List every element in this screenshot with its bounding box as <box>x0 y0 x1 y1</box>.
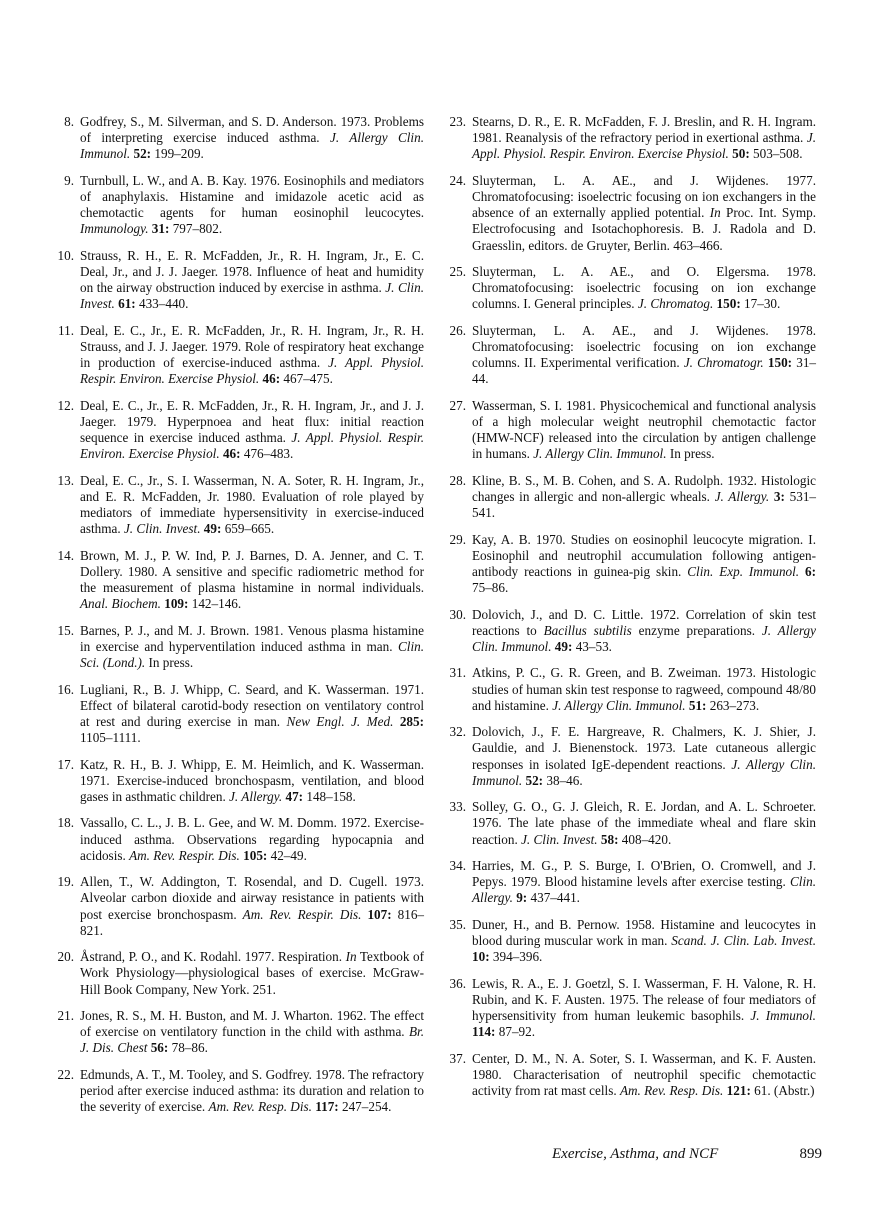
reference-text <box>472 173 816 254</box>
citation-text: Sluyterman, L. A. AE., and J. Wijdenes. 1978. Chromatofocusing: isoelectric focusing on ion exchange columns. II. Experimental verification. <box>472 322 816 371</box>
reference-number: 36. <box>449 975 466 991</box>
citation-text: 31–44. <box>472 355 817 387</box>
reference-item <box>448 398 816 463</box>
reference-text <box>80 757 424 806</box>
citation-text: In press. <box>666 446 715 462</box>
citation-text: 659–665. <box>221 521 275 537</box>
reference-number: 28. <box>449 472 466 488</box>
reference-item <box>56 949 424 998</box>
journal-title: New Engl. J. Med. <box>286 714 394 729</box>
citation-text: Wasserman, S. I. 1981. Physicochemical and functional analysis of a high molecular weight neutrophil chemotactic factor (HMW-NCF) released into the circulation by antigen challenge in humans. <box>472 397 816 462</box>
reference-item <box>56 757 424 806</box>
citation-text: 43–53. <box>572 639 612 654</box>
reference-number: 29. <box>449 531 466 547</box>
reference-number: 32. <box>449 724 466 740</box>
citation-text: Barnes, P. J., and M. J. Brown. 1981. Venous plasma histamine in exercise and hyperventilation induced asthma in man. <box>80 622 424 654</box>
journal-title: Br. J. Dis. Chest <box>80 1024 424 1056</box>
reference-number: 19. <box>57 874 74 890</box>
citation-text: Sluyterman, L. A. AE., and O. Elgersma. 1978. Chromatofocusing: isoelectric focusing on ion exchange columns. I. General principles. <box>472 264 816 312</box>
reference-item <box>448 917 816 966</box>
journal-title: Clin. Sci. (Lond.). <box>80 639 424 671</box>
journal-title: In <box>709 205 721 221</box>
journal-title: J. Appl. Physiol. Respir. Environ. Exercise Physiol. <box>80 430 424 462</box>
citation-text: 1105–1111. <box>80 730 141 746</box>
citation-text: Solley, G. O., G. J. Gleich, R. E. Jordan, and A. L. Schroeter. 1976. The late phase of the immediate wheal and flare skin reaction. <box>472 799 816 847</box>
citation-text: 87–92. <box>495 1024 536 1040</box>
reference-text <box>472 724 816 789</box>
citation-text: Katz, R. H., B. J. Whipp, E. M. Heimlich, and K. Wasserman. 1971. Exercise-induced bronchospasm, ventilation, and blood gases in asthmatic children. <box>80 756 424 804</box>
reference-item <box>56 1008 424 1057</box>
reference-item <box>56 323 424 388</box>
citation-text: Dolovich, J., and D. C. Little. 1972. Correlation of skin test reactions to <box>472 606 816 638</box>
journal-title: Bacillus subtilis <box>543 622 632 638</box>
citation-text: Sluyterman, L. A. AE., and J. Wijdenes. 1977. Chromatofocusing: isoelectric focusing on ion exchangers in the absence of an externally applied potential. <box>472 172 816 221</box>
citation-text: 142–146. <box>188 596 242 612</box>
reference-text <box>80 1008 424 1057</box>
reference-text <box>472 1051 816 1100</box>
reference-item <box>56 1067 424 1116</box>
reference-text <box>472 323 816 388</box>
volume-number: 46: <box>222 446 241 462</box>
citation-text: 38–46. <box>543 772 583 788</box>
journal-title: Am. Rev. Respir. Dis. <box>129 847 240 863</box>
reference-item <box>448 799 816 848</box>
reference-item <box>56 623 424 672</box>
reference-item <box>448 173 816 254</box>
citation-text: Stearns, D. R., E. R. McFadden, F. J. Breslin, and R. H. Ingram. 1981. Reanalysis of the refractory period in exertional asthma. <box>472 114 816 146</box>
reference-text <box>80 548 424 613</box>
citation-text: Deal, E. C., Jr., S. I. Wasserman, N. A. Soter, R. H. Ingram, Jr., and E. R. McFadden, Jr. 1980. Evaluation of role played by mediators of immediate hypersensitivity in exercise-induced asthma. <box>80 472 424 537</box>
journal-title: J. Clin. Invest. <box>80 280 424 312</box>
reference-item <box>56 682 424 747</box>
journal-title: Am. Rev. Respir. Dis. <box>242 906 362 922</box>
volume-number: 52: <box>133 146 152 162</box>
citation-text: Atkins, P. C., G. R. Green, and B. Zweiman. 1973. Histologic studies of human skin test response to ragweed, compound 48/80 and histamine. <box>472 665 816 713</box>
page-number: 899 <box>799 1146 822 1162</box>
reference-item <box>56 173 424 238</box>
citation-text: 199–209. <box>151 146 204 162</box>
reference-text <box>472 264 816 313</box>
reference-text <box>80 815 424 864</box>
volume-number: 3: <box>773 489 785 504</box>
reference-column-right <box>448 114 816 1109</box>
reference-number: 14. <box>57 547 74 563</box>
volume-number: 114: <box>472 1024 496 1040</box>
reference-number: 25. <box>449 264 466 279</box>
reference-item <box>448 976 816 1041</box>
reference-text <box>80 874 424 939</box>
citation-text: 148–158. <box>303 789 356 804</box>
reference-number: 15. <box>57 622 74 638</box>
reference-text <box>80 398 424 463</box>
reference-number: 34. <box>449 857 466 873</box>
journal-title: J. Appl. Physiol. Respir. Environ. Exercise Physiol. <box>80 355 424 387</box>
volume-number: 51: <box>688 697 707 713</box>
reference-text <box>80 682 424 747</box>
reference-text <box>472 858 816 907</box>
citation-text: 503–508. <box>749 146 803 162</box>
journal-title: J. Clin. Invest. <box>521 831 598 847</box>
volume-number: 107: <box>367 906 392 922</box>
reference-item <box>56 874 424 939</box>
reference-text <box>80 949 424 998</box>
citation-text: 531–541. <box>472 489 817 521</box>
reference-item <box>448 1051 816 1100</box>
reference-text <box>472 532 816 597</box>
journal-title: Scand. J. Clin. Lab. Invest. <box>671 932 817 948</box>
reference-text <box>80 473 424 538</box>
volume-number: 58: <box>600 831 619 847</box>
reference-text <box>80 114 424 163</box>
citation-text: 467–475. <box>280 371 333 387</box>
reference-text <box>80 323 424 388</box>
citation-text: 797–802. <box>169 221 223 237</box>
citation-text: 17–30. <box>740 296 781 312</box>
citation-text: 394–396. <box>489 949 543 965</box>
reference-text <box>472 473 816 522</box>
journal-title: J. Chromatogr. <box>683 355 764 371</box>
citation-text: Brown, M. J., P. W. Ind, P. J. Barnes, D. A. Jenner, and C. T. Dollery. 1980. A sensitive and specific radiometric method for the measurement of plasma histamine in normal individuals. <box>80 547 424 596</box>
volume-number: 109: <box>164 596 189 612</box>
reference-item <box>56 398 424 463</box>
reference-number: 23. <box>449 114 466 129</box>
reference-number: 30. <box>449 606 466 622</box>
journal-title: Clin. Exp. Immunol. <box>687 564 800 579</box>
reference-number: 37. <box>449 1050 466 1066</box>
journal-title: Immunology. <box>80 221 149 237</box>
reference-number: 27. <box>449 397 466 413</box>
volume-number: 47: <box>285 789 304 804</box>
journal-title: J. Allergy Clin. Immunol. <box>472 622 816 654</box>
citation-text: 408–420. <box>618 831 672 847</box>
volume-number: 50: <box>732 146 750 162</box>
reference-item <box>448 665 816 714</box>
citation-text: Kay, A. B. 1970. Studies on eosinophil leucocyte migration. I. Eosinophil and neutrophil accumulation following antigen-antibody reactions in guinea-pig skin. <box>472 531 816 579</box>
journal-title: J. Allergy. <box>229 789 283 804</box>
reference-number: 17. <box>57 756 74 772</box>
journal-title: J. Allergy. <box>714 489 770 504</box>
reference-text <box>472 917 816 966</box>
citation-text: Duner, H., and B. Pernow. 1958. Histamine and leucocytes in blood during muscular work in man. <box>472 916 816 948</box>
reference-number: 21. <box>57 1007 74 1023</box>
journal-title: Am. Rev. Resp. Dis. <box>208 1099 312 1115</box>
citation-text: Edmunds, A. T., M. Tooley, and S. Godfrey. 1978. The refractory period after exercise induced asthma: its duration and relation to the severity of exercise. <box>80 1066 424 1115</box>
journal-title: J. Appl. Physiol. Respir. Environ. Exercise Physiol. <box>472 130 816 162</box>
reference-number: 24. <box>449 172 466 188</box>
reference-number: 8. <box>64 114 74 129</box>
citation-text: Allen, T., W. Addington, T. Rosendal, and D. Cugell. 1973. Alveolar carbon dioxide and airway resistance in patients with post exercise bronchospasm. <box>80 874 424 922</box>
citation-text: Lewis, R. A., E. J. Goetzl, S. I. Wasserman, F. H. Valone, R. H. Rubin, and K. F. Austen. 1975. The release of four mediators of hypersensitivity from human leukemic basophils. <box>472 975 816 1023</box>
reference-item <box>448 114 816 163</box>
reference-text <box>80 1067 424 1116</box>
reference-column-left <box>56 114 424 1126</box>
citation-text: Kline, B. S., M. B. Cohen, and S. A. Rudolph. 1932. Histologic changes in allergic and non-allergic wheals. <box>472 472 816 504</box>
journal-title: J. Allergy Clin. Immunol. <box>472 756 816 788</box>
reference-number: 11. <box>58 322 74 338</box>
journal-title: J. Allergy Clin. Immunol. <box>80 130 424 162</box>
volume-number: 56: <box>150 1040 169 1056</box>
journal-title: J. Chromatog. <box>637 296 714 312</box>
journal-title: In <box>345 949 357 965</box>
volume-number: 150: <box>716 296 741 312</box>
citation-text: Deal, E. C., Jr., E. R. McFadden, Jr., R. H. Ingram, Jr., R. H. Strauss, and J. J. Jaeger. 1979. Role of respiratory heat exchange in production of exercise-induced asthma. <box>80 322 424 371</box>
journal-title: Am. Rev. Resp. Dis. <box>619 1082 724 1098</box>
reference-item <box>56 248 424 313</box>
citation-text: 78–86. <box>168 1040 208 1056</box>
citation-text: Proc. Int. Symp. Electrofocusing and Isotachophoresis. B. J. Radola and D. Graesslin, editors. de Gruyter, Berlin. 463–466. <box>472 205 816 253</box>
citation-text: enzyme preparations. <box>631 622 762 638</box>
reference-item <box>448 532 816 597</box>
reference-text <box>80 623 424 672</box>
citation-text: Dolovich, J., F. E. Hargreave, R. Chalmers, K. J. Shier, J. Gauldie, and J. Bienenstock. 1973. Late cutaneous allergic responses in isolated IgE-dependent reactions. <box>472 724 816 772</box>
citation-text: 75–86. <box>472 580 509 596</box>
reference-item <box>448 323 816 388</box>
volume-number: 61: <box>118 296 136 312</box>
reference-text <box>472 114 816 163</box>
citation-text: In press. <box>145 655 194 671</box>
volume-number: 6: <box>805 564 817 579</box>
citation-text: Deal, E. C., Jr., E. R. McFadden, Jr., R. H. Ingram, Jr., and J. J. Jaeger. 1979. Hyperpnoea and heat flux: initial reaction sequence in exercise induced asthma. <box>80 397 424 446</box>
journal-title: Anal. Biochem. <box>80 596 161 612</box>
reference-number: 10. <box>57 247 74 263</box>
running-title: Exercise, Asthma, and NCF <box>552 1146 719 1162</box>
journal-title: J. Clin. Invest. <box>123 521 201 537</box>
citation-text: 263–273. <box>706 697 760 713</box>
reference-number: 20. <box>57 949 74 965</box>
volume-number: 49: <box>554 639 573 654</box>
citation-text: Turnbull, L. W., and A. B. Kay. 1976. Eosinophils and mediators of anaphylaxis. Histamine and imidazole acetic acid as chemotactic agents for human eosinophil leucocytes. <box>80 172 424 221</box>
reference-text <box>472 976 816 1041</box>
reference-number: 12. <box>57 397 74 413</box>
volume-number: 46: <box>262 371 281 387</box>
citation-text: Strauss, R. H., E. R. McFadden, Jr., R. H. Ingram, Jr., E. C. Deal, Jr., and J. J. Jaeger. 1978. Influence of heat and humidity on the airway obstruction induced by exercise in asthma. <box>80 247 424 296</box>
reference-item <box>448 724 816 789</box>
reference-number: 18. <box>57 815 74 831</box>
reference-number: 9. <box>64 172 74 188</box>
volume-number: 117: <box>315 1099 339 1115</box>
citation-text: 816–821. <box>80 906 425 938</box>
citation-text: 476–483. <box>240 446 294 462</box>
citation-text: Textbook of Work Physiology—physiological bases of exercise. McGraw-Hill Book Company, New York. 251. <box>80 949 424 997</box>
citation-text: Jones, R. S., M. H. Buston, and M. J. Wharton. 1962. The effect of exercise on ventilatory function in the child with asthma. <box>80 1007 424 1040</box>
citation-text: Godfrey, S., M. Silverman, and S. D. Anderson. 1973. Problems of interpreting exercise induced asthma. <box>80 114 424 146</box>
citation-text: Center, D. M., N. A. Soter, S. I. Wasserman, and K. F. Austen. 1980. Characterisation of neutrophil specific chemotactic activity from rat mast cells. <box>472 1050 816 1098</box>
citation-text: Åstrand, P. O., and K. Rodahl. 1977. Respiration. <box>80 949 346 965</box>
journal-title: J. Allergy Clin. Immunol. <box>552 697 686 713</box>
reference-text <box>472 665 816 714</box>
page-footer <box>552 1146 822 1163</box>
volume-number: 52: <box>525 772 544 788</box>
journal-title: J. Immunol. <box>750 1007 816 1023</box>
citation-text: 433–440. <box>135 296 189 312</box>
citation-text: Harries, M. G., P. S. Burge, I. O'Brien, O. Cromwell, and J. Pepys. 1979. Blood histamine levels after exercise testing. <box>472 857 816 890</box>
volume-number: 31: <box>151 221 170 237</box>
citation-text: 61. (Abstr.) <box>750 1082 815 1098</box>
reference-text <box>472 607 816 656</box>
reference-item <box>448 264 816 313</box>
reference-number: 16. <box>57 681 74 697</box>
reference-number: 33. <box>449 799 466 815</box>
volume-number: 105: <box>243 847 268 863</box>
reference-item <box>448 473 816 522</box>
citation-text: 247–254. <box>338 1099 392 1115</box>
reference-number: 22. <box>57 1066 74 1082</box>
reference-text <box>472 799 816 848</box>
reference-number: 31. <box>449 665 466 681</box>
reference-text <box>80 248 424 313</box>
reference-number: 35. <box>449 916 466 932</box>
volume-number: 9: <box>516 890 528 906</box>
volume-number: 49: <box>203 521 222 537</box>
volume-number: 285: <box>399 714 425 729</box>
citation-text: 437–441. <box>527 890 580 906</box>
volume-number: 10: <box>472 949 490 965</box>
reference-item <box>448 858 816 907</box>
reference-text <box>472 398 816 463</box>
reference-item <box>56 815 424 864</box>
citation-text: Lugliani, R., B. J. Whipp, C. Seard, and K. Wasserman. 1971. Effect of bilateral carotid-body resection on ventilatory control at rest and during exercise in man. <box>80 681 424 729</box>
volume-number: 121: <box>726 1082 751 1098</box>
reference-item <box>56 473 424 538</box>
citation-text: Vassallo, C. L., J. B. L. Gee, and W. M. Domm. 1972. Exercise-induced asthma. Observations regarding hypocapnia and acidosis. <box>80 815 424 863</box>
reference-item <box>56 548 424 613</box>
reference-item <box>448 607 816 656</box>
journal-title: Clin. Allergy. <box>472 874 816 906</box>
reference-number: 26. <box>449 322 466 338</box>
reference-number: 13. <box>57 472 74 488</box>
citation-text: 42–49. <box>267 847 307 863</box>
volume-number: 150: <box>767 355 793 371</box>
reference-text <box>80 173 424 238</box>
journal-title: J. Allergy Clin. Immunol. <box>533 446 667 462</box>
reference-item <box>56 114 424 163</box>
